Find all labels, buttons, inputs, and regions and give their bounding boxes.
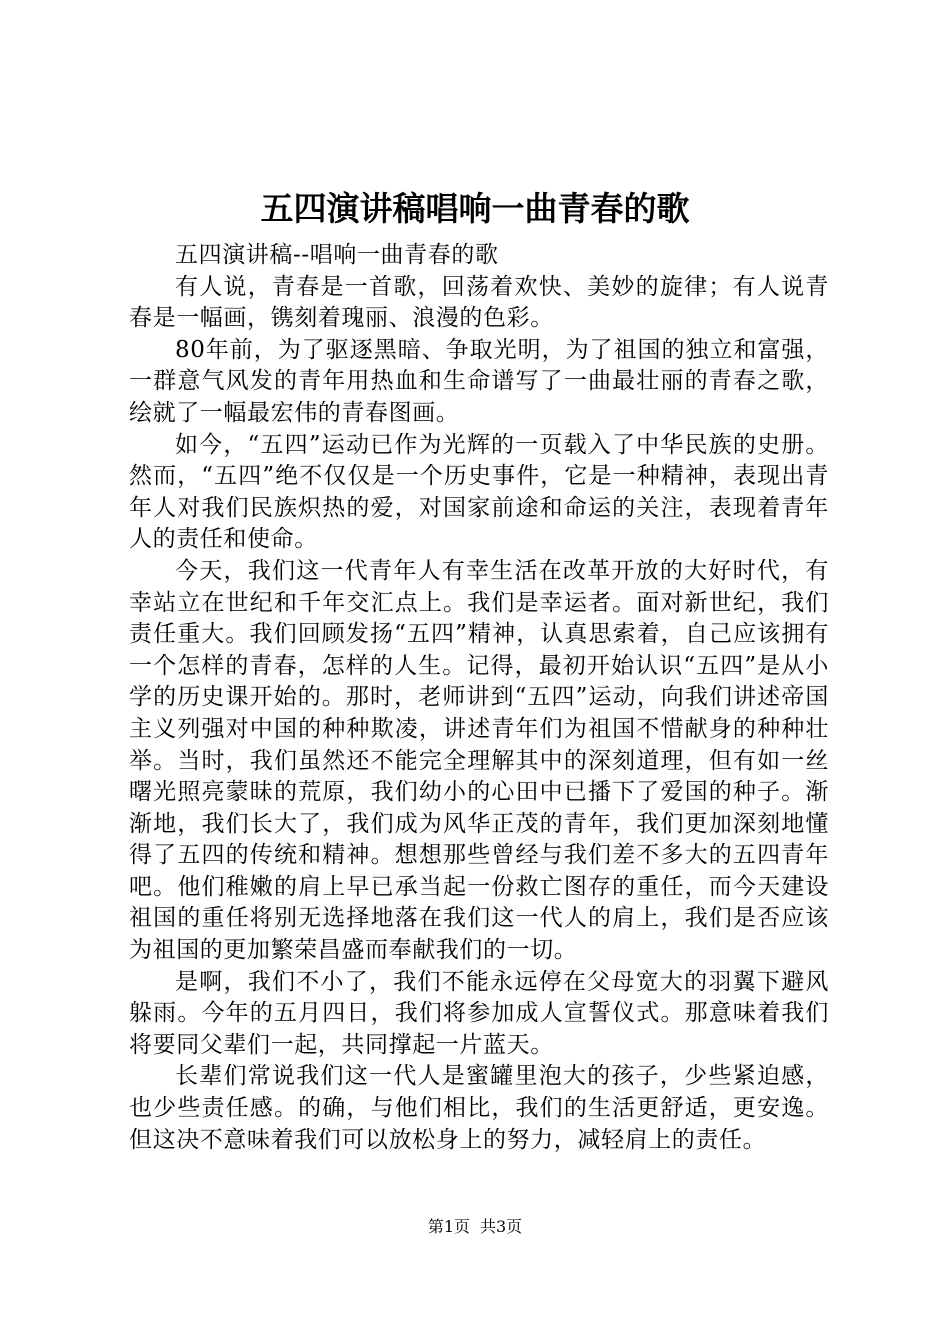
paragraph: 80年前，为了驱逐黑暗、争取光明，为了祖国的独立和富强，一群意气风发的青年用热血和生命谱写了一曲最壮丽的青春之歌，绘就了一幅最宏伟的青春图画。 [129, 336, 829, 426]
page-number: 第1页 [427, 1217, 470, 1236]
paragraph: 是啊，我们不小了，我们不能永远停在父母宽大的羽翼下避风躲雨。今年的五月四日，我们将参加成人宣誓仪式。那意味着我们将要同父辈们一起，共同撑起一片蓝天。 [129, 968, 829, 1058]
paragraph: 今天，我们这一代青年人有幸生活在改革开放的大好时代，有幸站立在世纪和千年交汇点上。我们是幸运者。面对新世纪，我们责任重大。我们回顾发扬“五四”精神，认真思索着，自己应该拥有一个怎样的青春，怎样的人生。记得，最初开始认识“五四”是从小学的历史课开始的。那时，老师讲到“五四”运动，向我们讲述帝国主义列强对中国的种种欺凌，讲述青年们为祖国不惜献身的种种壮举。当时，我们虽然还不能完全理解其中的深刻道理，但有如一丝曙光照亮蒙昧的荒原，我们幼小的心田中已播下了爱国的种子。渐渐地，我们长大了，我们成为风华正茂的青年，我们更加深刻地懂得了五四的传统和精神。想想那些曾经与我们差不多大的五四青年吧。他们稚嫩的肩上早已承当起一份救亡图存的重任，而今天建设祖国的重任将别无选择地落在我们这一代人的肩上，我们是否应该为祖国的更加繁荣昌盛而奉献我们的一切。 [129, 557, 829, 964]
page-footer [0, 1217, 950, 1237]
document-body [129, 240, 829, 1156]
subtitle-line: 五四演讲稿--唱响一曲青春的歌 [175, 242, 499, 268]
document-title: 五四演讲稿唱响一曲青春的歌 [260, 189, 690, 228]
paragraph: 有人说，青春是一首歌，回荡着欢快、美妙的旋律；有人说青春是一幅画，镌刻着瑰丽、浪漫的色彩。 [129, 273, 829, 332]
page-total: 共3页 [480, 1217, 523, 1236]
paragraph: 如今，“五四”运动已作为光辉的一页载入了中华民族的史册。然而，“五四”绝不仅仅是一个历史事件，它是一种精神，表现出青年人对我们民族炽热的爱，对国家前途和命运的关注，表现着青年人的责任和使命。 [129, 431, 829, 553]
paragraph: 长辈们常说我们这一代人是蜜罐里泡大的孩子，少些紧迫感，也少些责任感。的确，与他们相比，我们的生活更舒适，更安逸。但这决不意味着我们可以放松身上的努力，减轻肩上的责任。 [129, 1063, 829, 1153]
